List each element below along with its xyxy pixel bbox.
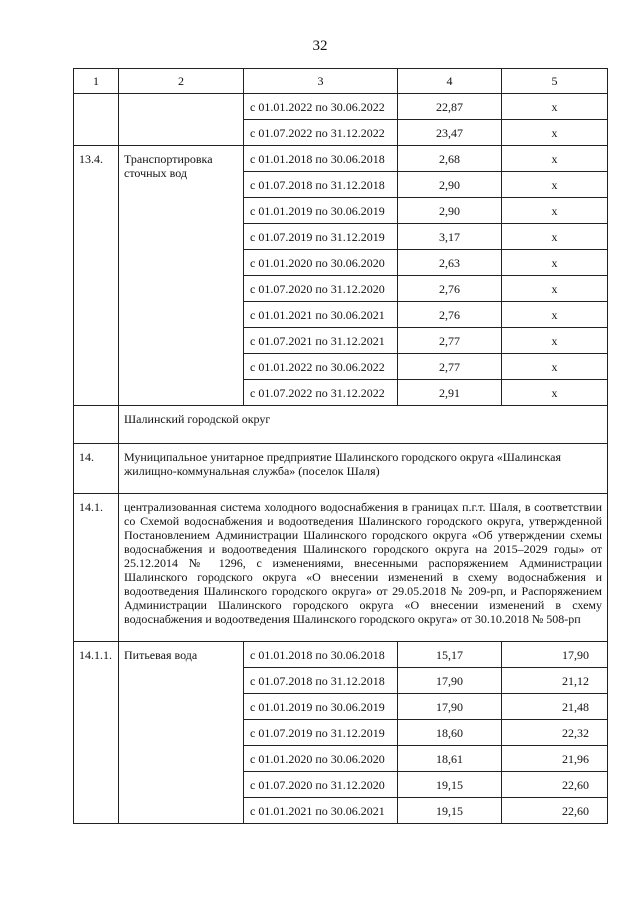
table-row bbox=[74, 642, 608, 668]
value-cell: 2,77 bbox=[398, 354, 502, 380]
period-cell: с 01.07.2021 по 31.12.2021 bbox=[244, 328, 398, 354]
value-cell: 2,68 bbox=[398, 146, 502, 172]
header-cell: 3 bbox=[244, 69, 398, 94]
value-cell: х bbox=[502, 94, 608, 120]
system-row bbox=[74, 494, 608, 642]
value-cell: 21,96 bbox=[502, 746, 608, 772]
tariff-table bbox=[73, 68, 608, 824]
period-cell: с 01.01.2019 по 30.06.2019 bbox=[244, 694, 398, 720]
system-description: централизованная система холодного водоснабжения в границах п.г.т. Шаля, в соответствии со Схемой водоснабжения и водоотведения Шалинского городского округа, утвержденной Постановлением Администрации Шалинского городского округа «Об утверждении схемы водоснабжения и водоотведения Шалинского городского округа на 2015–2029 годы» от 25.12.2014 № 1296, с изменениями, внесенными распоряжением Администрации Шалинского городского округа «О внесении изменений в схему водоснабжения и водоотведения Шалинского городского округа» от 29.05.2018 № 209-рп, и Распоряжением Администрации Шалинского городского округа «О внесении изменений в схему водоснабжения и водоотведения Шалинского городского округа» от 30.10.2018 № 508-рп bbox=[119, 494, 608, 642]
header-cell: 1 bbox=[74, 69, 119, 94]
period-cell: с 01.01.2020 по 30.06.2020 bbox=[244, 250, 398, 276]
value-cell: 18,60 bbox=[398, 720, 502, 746]
period-cell: с 01.07.2020 по 31.12.2020 bbox=[244, 772, 398, 798]
value-cell: 2,76 bbox=[398, 302, 502, 328]
value-cell: 21,48 bbox=[502, 694, 608, 720]
value-cell: х bbox=[502, 224, 608, 250]
period-cell: с 01.01.2018 по 30.06.2018 bbox=[244, 146, 398, 172]
period-cell: с 01.07.2022 по 31.12.2022 bbox=[244, 380, 398, 406]
value-cell: 2,63 bbox=[398, 250, 502, 276]
period-cell: с 01.01.2022 по 30.06.2022 bbox=[244, 94, 398, 120]
period-cell: с 01.07.2018 по 31.12.2018 bbox=[244, 172, 398, 198]
value-cell: 2,76 bbox=[398, 276, 502, 302]
name-cell: Питьевая вода bbox=[119, 642, 244, 824]
value-cell: 3,17 bbox=[398, 224, 502, 250]
period-cell: с 01.07.2019 по 31.12.2019 bbox=[244, 224, 398, 250]
code-cell: 14.1.1. bbox=[74, 642, 119, 824]
org-name: Муниципальное унитарное предприятие Шалинского городского округа «Шалинская жилищно-коммунальная служба» (поселок Шаля) bbox=[119, 444, 608, 494]
value-cell: 2,77 bbox=[398, 328, 502, 354]
code-cell bbox=[74, 94, 119, 146]
value-cell: х bbox=[502, 276, 608, 302]
value-cell: 22,60 bbox=[502, 772, 608, 798]
name-cell bbox=[119, 94, 244, 146]
value-cell: 22,60 bbox=[502, 798, 608, 824]
district-row bbox=[74, 406, 608, 444]
period-cell: с 01.07.2022 по 31.12.2022 bbox=[244, 120, 398, 146]
code-cell: 14.1. bbox=[74, 494, 119, 642]
value-cell: х bbox=[502, 120, 608, 146]
value-cell: 2,90 bbox=[398, 172, 502, 198]
header-row bbox=[74, 69, 608, 94]
period-cell: с 01.01.2020 по 30.06.2020 bbox=[244, 746, 398, 772]
period-cell: с 01.01.2019 по 30.06.2019 bbox=[244, 198, 398, 224]
value-cell: 22,32 bbox=[502, 720, 608, 746]
district-title: Шалинский городской округ bbox=[119, 406, 608, 444]
period-cell: с 01.07.2020 по 31.12.2020 bbox=[244, 276, 398, 302]
period-cell: с 01.01.2022 по 30.06.2022 bbox=[244, 354, 398, 380]
value-cell: 18,61 bbox=[398, 746, 502, 772]
page-number: 32 bbox=[312, 38, 328, 54]
period-cell: с 01.07.2019 по 31.12.2019 bbox=[244, 720, 398, 746]
value-cell: 17,90 bbox=[502, 642, 608, 668]
value-cell: 19,15 bbox=[398, 798, 502, 824]
value-cell: 17,90 bbox=[398, 668, 502, 694]
name-cell: Транспортировка сточных вод bbox=[119, 146, 244, 406]
code-cell: 14. bbox=[74, 444, 119, 494]
value-cell: 21,12 bbox=[502, 668, 608, 694]
value-cell: х bbox=[502, 380, 608, 406]
value-cell: 2,90 bbox=[398, 198, 502, 224]
value-cell: х bbox=[502, 172, 608, 198]
value-cell: 15,17 bbox=[398, 642, 502, 668]
period-cell: с 01.01.2021 по 30.06.2021 bbox=[244, 302, 398, 328]
org-row bbox=[74, 444, 608, 494]
header-cell: 2 bbox=[119, 69, 244, 94]
code-cell bbox=[74, 406, 119, 444]
value-cell: х bbox=[502, 250, 608, 276]
code-cell: 13.4. bbox=[74, 146, 119, 406]
value-cell: х bbox=[502, 354, 608, 380]
table-row bbox=[74, 94, 608, 120]
value-cell: х bbox=[502, 198, 608, 224]
value-cell: 19,15 bbox=[398, 772, 502, 798]
header-cell: 4 bbox=[398, 69, 502, 94]
period-cell: с 01.01.2018 по 30.06.2018 bbox=[244, 642, 398, 668]
table-row bbox=[74, 146, 608, 172]
value-cell: 17,90 bbox=[398, 694, 502, 720]
value-cell: 22,87 bbox=[398, 94, 502, 120]
value-cell: х bbox=[502, 146, 608, 172]
value-cell: 2,91 bbox=[398, 380, 502, 406]
value-cell: 23,47 bbox=[398, 120, 502, 146]
period-cell: с 01.01.2021 по 30.06.2021 bbox=[244, 798, 398, 824]
header-cell: 5 bbox=[502, 69, 608, 94]
value-cell: х bbox=[502, 302, 608, 328]
value-cell: х bbox=[502, 328, 608, 354]
period-cell: с 01.07.2018 по 31.12.2018 bbox=[244, 668, 398, 694]
